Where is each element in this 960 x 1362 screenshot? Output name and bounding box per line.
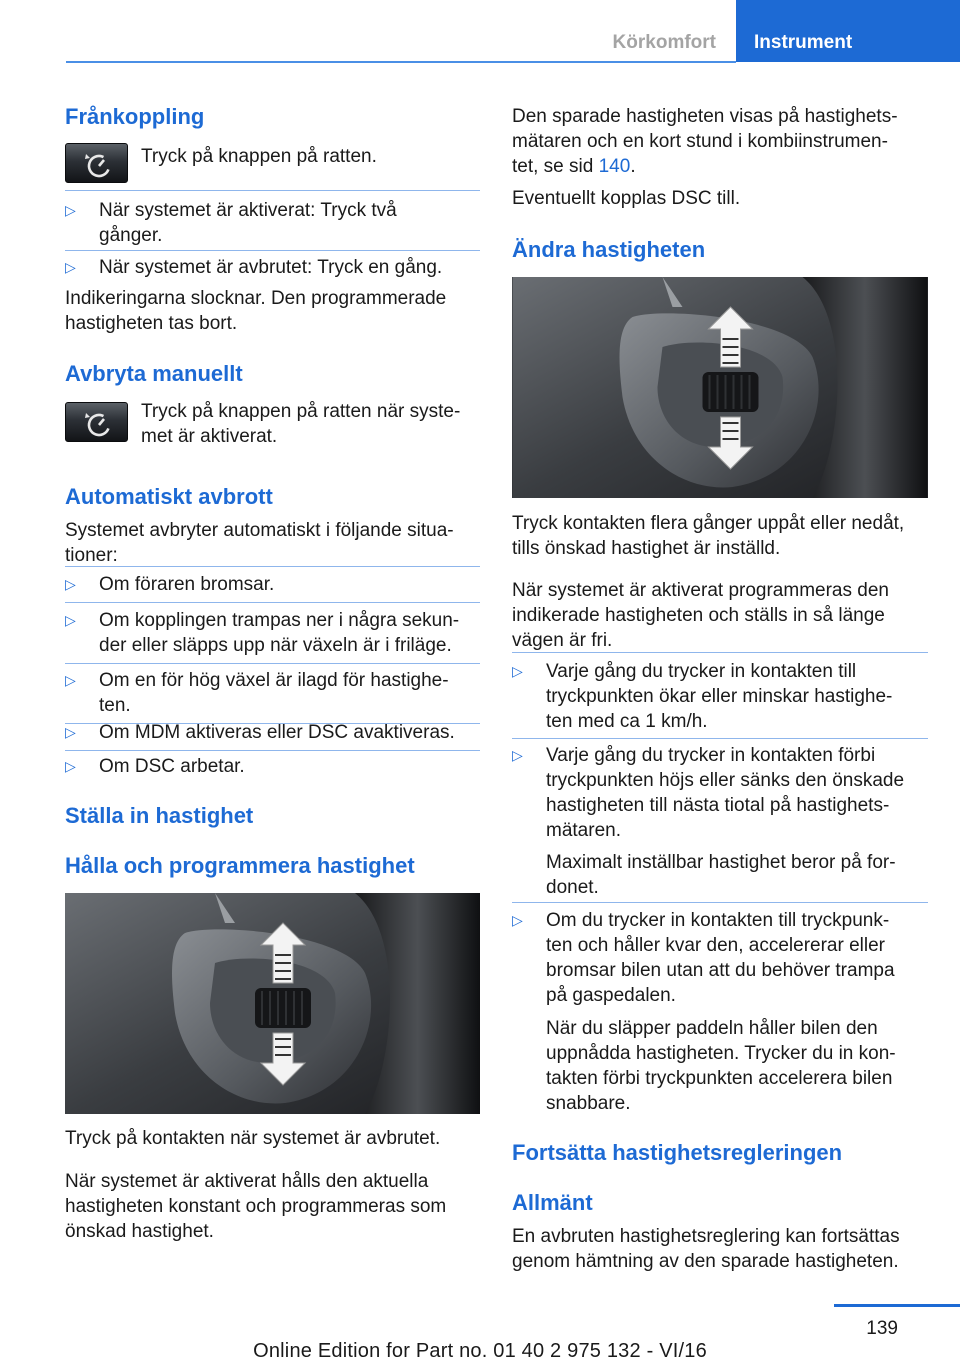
list-item — [512, 743, 928, 843]
text-fragment: . — [630, 156, 636, 177]
list-item-line: på gaspedalen. — [546, 985, 676, 1006]
divider — [512, 652, 928, 653]
list-item-line: När systemet är aktiverat: Tryck två — [99, 200, 397, 221]
divider — [65, 566, 480, 567]
triangle-bullet-icon: ▷ — [65, 202, 76, 218]
list-item — [512, 659, 928, 734]
text-line: genom hämtning av den sparade hastigheten. — [512, 1251, 899, 1272]
footer-rule — [834, 1304, 960, 1307]
text-line: snabbare. — [546, 1093, 631, 1114]
divider — [65, 750, 480, 751]
text-line: hastigheten tas bort. — [65, 313, 238, 334]
allmant-text — [512, 1224, 928, 1274]
andra-sub2 — [546, 1016, 928, 1116]
avbryta-text — [141, 399, 481, 449]
text-line: takten förbi tryckpunkten accelerera bilen — [546, 1068, 893, 1089]
heading-andra: Ändra hastigheten — [512, 237, 706, 262]
text-fragment: tet, se sid — [512, 156, 599, 177]
list-item-line: Om MDM aktiveras eller DSC avaktiveras. — [99, 722, 455, 743]
list-item-line: mätaren. — [546, 820, 621, 841]
list-item — [65, 720, 480, 745]
list-item-line: Om kopplingen trampas ner i några sekun‐ — [99, 610, 460, 631]
text-line — [512, 154, 928, 179]
divider — [65, 190, 480, 191]
text-line: uppnådda hastigheten. Trycker du in kon‐ — [546, 1043, 896, 1064]
cruise-button-icon — [65, 143, 128, 183]
text-line: indikerade hastigheten och ställs in så länge — [512, 605, 885, 626]
andra-caption — [512, 511, 928, 561]
frank-after — [65, 286, 480, 336]
header-tabs — [593, 0, 960, 62]
text-line: met är aktiverat. — [141, 426, 278, 447]
header-rule — [66, 61, 736, 63]
triangle-bullet-icon: ▷ — [512, 912, 523, 928]
triangle-bullet-icon: ▷ — [65, 259, 76, 275]
divider — [65, 663, 480, 664]
divider — [512, 738, 928, 739]
right-intro — [512, 104, 928, 179]
triangle-bullet-icon: ▷ — [65, 672, 76, 688]
triangle-bullet-icon: ▷ — [512, 747, 523, 763]
list-item-line: ten med ca 1 km/h. — [546, 711, 708, 732]
text-line: vägen är fri. — [512, 630, 613, 651]
list-item-line: Varje gång du trycker in kontakten till — [546, 661, 857, 682]
list-item-line: När systemet är avbrutet: Tryck en gång. — [99, 257, 443, 278]
dsc-line: Eventuellt kopplas DSC till. — [512, 188, 741, 209]
text-line: Den sparade hastigheten visas på hastighets‐ — [512, 106, 898, 127]
text-line: Tryck på knappen på ratten när syste‐ — [141, 401, 461, 422]
list-item — [65, 255, 480, 280]
steering-wheel-photo — [65, 893, 480, 1114]
text-line: När du släpper paddeln håller bilen den — [546, 1018, 878, 1039]
list-item-line: Om du trycker in kontakten till tryckpunk‐ — [546, 910, 890, 931]
text-line: donet. — [546, 877, 599, 898]
text-line: tills önskad hastighet är inställd. — [512, 538, 781, 559]
edition-footer: Online Edition for Part no. 01 40 2 975 132 - VI/16 — [253, 1340, 707, 1362]
frank-text: Tryck på knappen på ratten. — [141, 146, 377, 167]
heading-avbryta: Avbryta manuellt — [65, 361, 243, 386]
text-line: Maximalt inställbar hastighet beror på for‐ — [546, 852, 896, 873]
divider — [512, 902, 928, 903]
list-item-line: hastigheten till nästa tiotal på hastighets‐ — [546, 795, 890, 816]
triangle-bullet-icon: ▷ — [65, 612, 76, 628]
triangle-bullet-icon: ▷ — [512, 663, 523, 679]
auto-intro — [65, 518, 480, 568]
page-number: 139 — [866, 1318, 898, 1339]
text-line: Systemet avbryter automatiskt i följande situa‐ — [65, 520, 454, 541]
heading-halla: Hålla och programmera hastighet — [65, 853, 415, 878]
text-line: hastigheten konstant och programmeras som — [65, 1196, 447, 1217]
text-line: Indikeringarna slocknar. Den programmerade — [65, 288, 447, 309]
list-item — [65, 754, 480, 779]
page-link[interactable]: 140 — [598, 156, 631, 177]
list-item-line: Om DSC arbetar. — [99, 756, 245, 777]
heading-frankoppling: Frånkoppling — [65, 104, 205, 129]
text-line: önskad hastighet. — [65, 1221, 214, 1242]
heading-stalla: Ställa in hastighet — [65, 803, 254, 828]
text-line: När systemet är aktiverat hålls den aktuella — [65, 1171, 429, 1192]
cruise-button-icon — [65, 402, 128, 442]
divider — [65, 602, 480, 603]
list-item — [65, 198, 480, 248]
text-line: Tryck kontakten flera gånger uppåt eller nedåt, — [512, 513, 905, 534]
list-item-line: der eller släpps upp när växeln är i friläge. — [99, 635, 452, 656]
list-item-line: Varje gång du trycker in kontakten förbi — [546, 745, 876, 766]
photo-caption: Tryck på kontakten när systemet är avbrutet. — [65, 1128, 441, 1149]
andra-text — [512, 578, 928, 653]
triangle-bullet-icon: ▷ — [65, 724, 76, 740]
halla-after — [65, 1169, 480, 1244]
tab-korkomfort[interactable]: Körkomfort — [593, 0, 736, 62]
steering-wheel-photo — [512, 277, 928, 498]
list-item-line: tryckpunkten ökar eller minskar hastighe‐ — [546, 686, 893, 707]
triangle-bullet-icon: ▷ — [65, 758, 76, 774]
list-item-line: tryckpunkten höjs eller sänks den önskade — [546, 770, 905, 791]
andra-sub1 — [546, 850, 928, 900]
divider — [65, 250, 480, 251]
list-item-line: ten. — [99, 695, 131, 716]
text-line: tioner: — [65, 545, 118, 566]
heading-fortsatta: Fortsätta hastighetsregleringen — [512, 1140, 843, 1165]
list-item-line: gånger. — [99, 225, 163, 246]
heading-automatiskt: Automatiskt avbrott — [65, 484, 273, 509]
tab-instrument[interactable]: Instrument — [736, 0, 960, 62]
list-item — [65, 668, 480, 718]
list-item — [512, 908, 928, 1008]
list-item-line: Om en för hög växel är ilagd för hastighe‐ — [99, 670, 449, 691]
list-item-line: ten och håller kvar den, accelererar eller — [546, 935, 886, 956]
list-item-line: bromsar bilen utan att du behöver trampa — [546, 960, 895, 981]
text-line: mätaren och en kort stund i kombiinstrumen‐ — [512, 131, 888, 152]
text-line: När systemet är aktiverat programmeras den — [512, 580, 889, 601]
triangle-bullet-icon: ▷ — [65, 576, 76, 592]
list-item — [65, 608, 480, 658]
heading-allmant: Allmänt — [512, 1190, 593, 1215]
list-item-line: Om föraren bromsar. — [99, 574, 275, 595]
text-line: En avbruten hastighetsreglering kan fortsättas — [512, 1226, 900, 1247]
list-item — [65, 572, 480, 597]
